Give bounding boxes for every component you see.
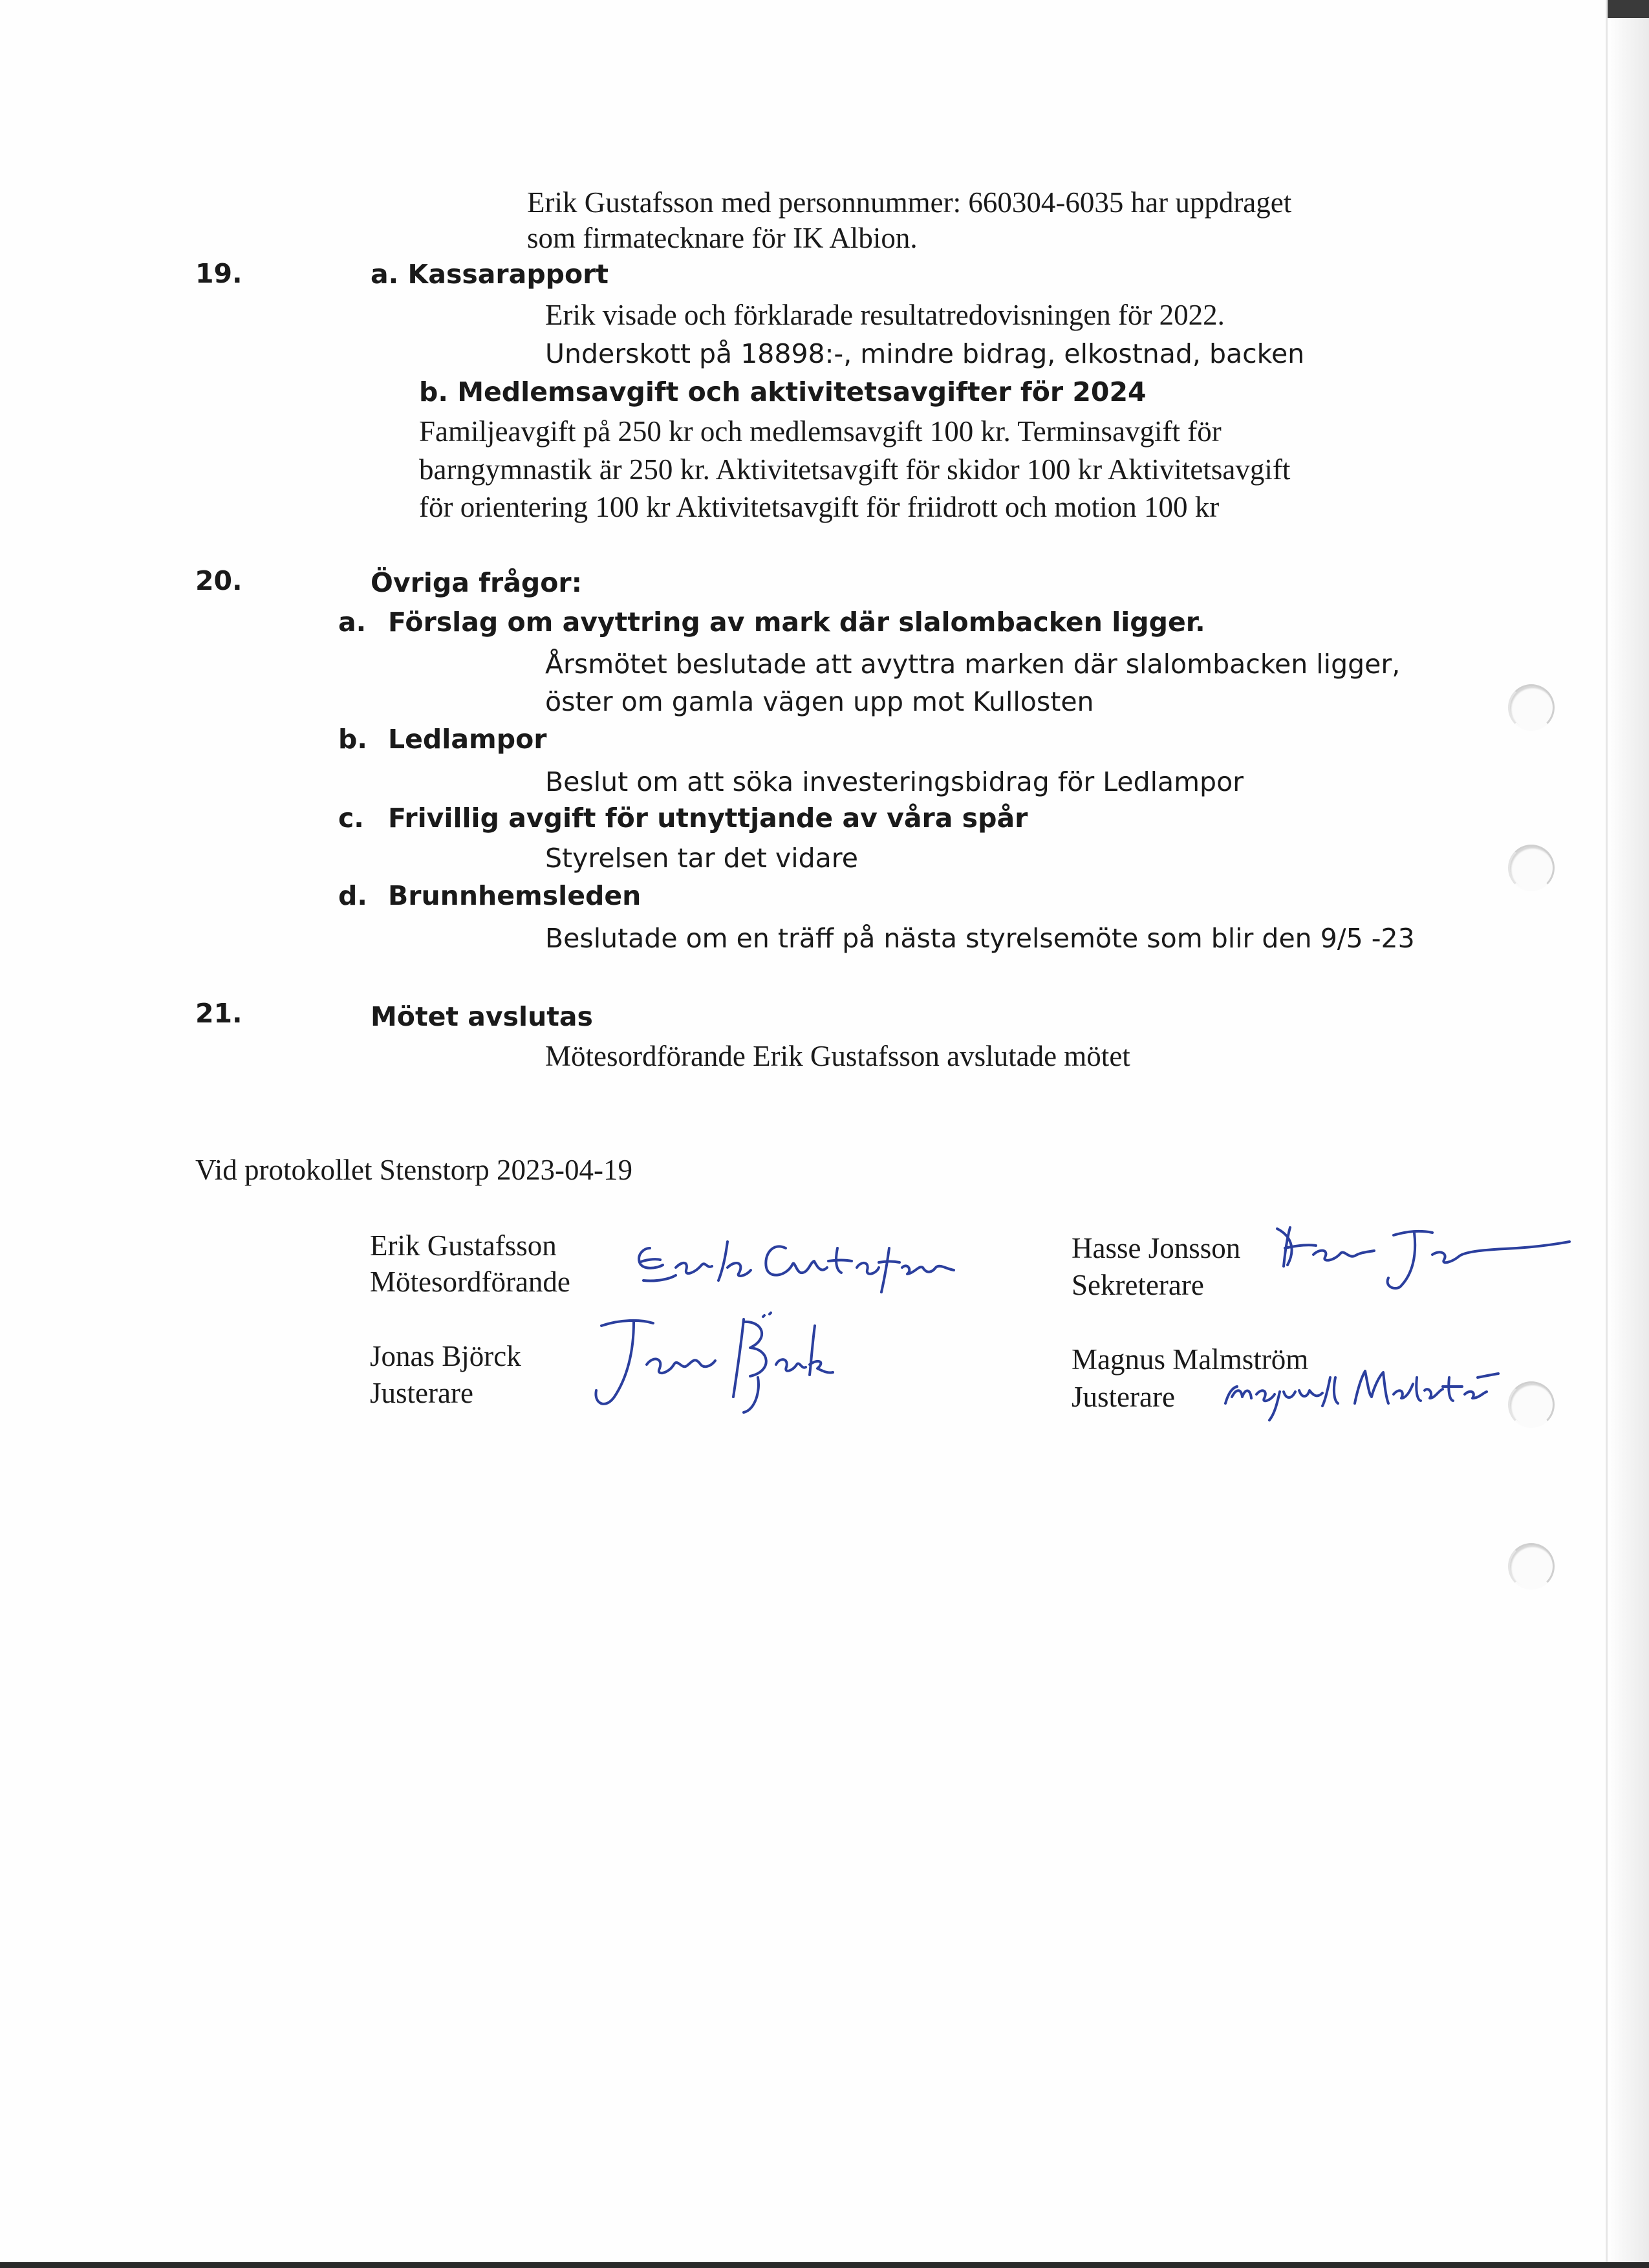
punch-hole-1 xyxy=(1508,684,1555,731)
item-20d-line-1: Beslutade om en träff på nästa styrelsemöte som blir den 9/5 -23 xyxy=(545,923,1415,954)
scanner-bottom-edge xyxy=(0,2262,1649,2268)
protocol-line: Vid protokollet Stenstorp 2023-04-19 xyxy=(195,1154,632,1186)
signer-4-name: Magnus Malmström xyxy=(1072,1343,1309,1376)
signer-2-name: Hasse Jonsson xyxy=(1072,1232,1241,1264)
signature-hasse-jonsson xyxy=(1271,1216,1575,1293)
signature-jonas-bjorck xyxy=(588,1306,834,1416)
signer-1-name: Erik Gustafsson xyxy=(370,1229,557,1262)
item-20a-line-1: Årsmötet beslutade att avyttra marken där slalombacken ligger, xyxy=(545,649,1401,680)
item-20-number: 20. xyxy=(195,565,242,596)
top-text-line-1: Erik Gustafsson med personnummer: 660304-6035 har uppdraget xyxy=(527,186,1292,219)
scanner-margin xyxy=(1608,0,1649,2268)
item-20a-letter: a. xyxy=(338,607,367,638)
item-19a-line-1: Erik visade och förklarade resultatredovisningen för 2022. xyxy=(545,299,1225,331)
signature-magnus-malmstrom xyxy=(1219,1358,1510,1423)
signer-4-role: Justerare xyxy=(1072,1381,1175,1413)
item-19b-line-1: Familjeavgift på 250 kr och medlemsavgift 100 kr. Terminsavgift för xyxy=(419,415,1222,448)
item-20b-title: Ledlampor xyxy=(388,724,547,755)
signer-2-role: Sekreterare xyxy=(1072,1269,1204,1301)
signature-erik-gustafsson xyxy=(630,1222,967,1293)
scanner-corner xyxy=(1608,0,1649,18)
item-20c-letter: c. xyxy=(338,803,364,834)
item-19b-title: b. Medlemsavgift och aktivitetsavgifter för 2024 xyxy=(419,376,1147,407)
item-21-title: Mötet avslutas xyxy=(371,1001,593,1032)
item-20c-line-1: Styrelsen tar det vidare xyxy=(545,843,858,874)
item-21-number: 21. xyxy=(195,998,242,1029)
item-20c-title: Frivillig avgift för utnyttjande av våra spår xyxy=(388,803,1028,834)
item-19b-line-2: barngymnastik är 250 kr. Aktivitetsavgift för skidor 100 kr Aktivitetsavgift xyxy=(419,453,1291,486)
item-19b-line-3: för orientering 100 kr Aktivitetsavgift för friidrott och motion 100 kr xyxy=(419,491,1220,523)
item-20d-letter: d. xyxy=(338,880,367,911)
item-19a-line-2: Underskott på 18898:-, mindre bidrag, elkostnad, backen xyxy=(545,338,1305,369)
signer-3-name: Jonas Björck xyxy=(370,1340,521,1372)
top-text-line-2: som firmatecknare för IK Albion. xyxy=(527,222,918,254)
item-20a-line-2: öster om gamla vägen upp mot Kullosten xyxy=(545,686,1094,717)
signer-1-role: Mötesordförande xyxy=(370,1266,570,1298)
item-20a-title: Förslag om avyttring av mark där slalombacken ligger. xyxy=(388,607,1205,638)
item-20-title: Övriga frågor: xyxy=(371,567,582,598)
item-19-number: 19. xyxy=(195,258,242,289)
item-19a-title: a. Kassarapport xyxy=(371,259,609,290)
item-21-line-1: Mötesordförande Erik Gustafsson avslutade mötet xyxy=(545,1040,1130,1072)
punch-hole-4 xyxy=(1508,1543,1555,1590)
signer-3-role: Justerare xyxy=(370,1377,473,1409)
item-20d-title: Brunnhemsleden xyxy=(388,880,641,911)
punch-hole-2 xyxy=(1508,845,1555,891)
item-20b-letter: b. xyxy=(338,724,367,755)
punch-hole-3 xyxy=(1508,1381,1555,1428)
item-20b-line-1: Beslut om att söka investeringsbidrag för Ledlampor xyxy=(545,766,1244,797)
